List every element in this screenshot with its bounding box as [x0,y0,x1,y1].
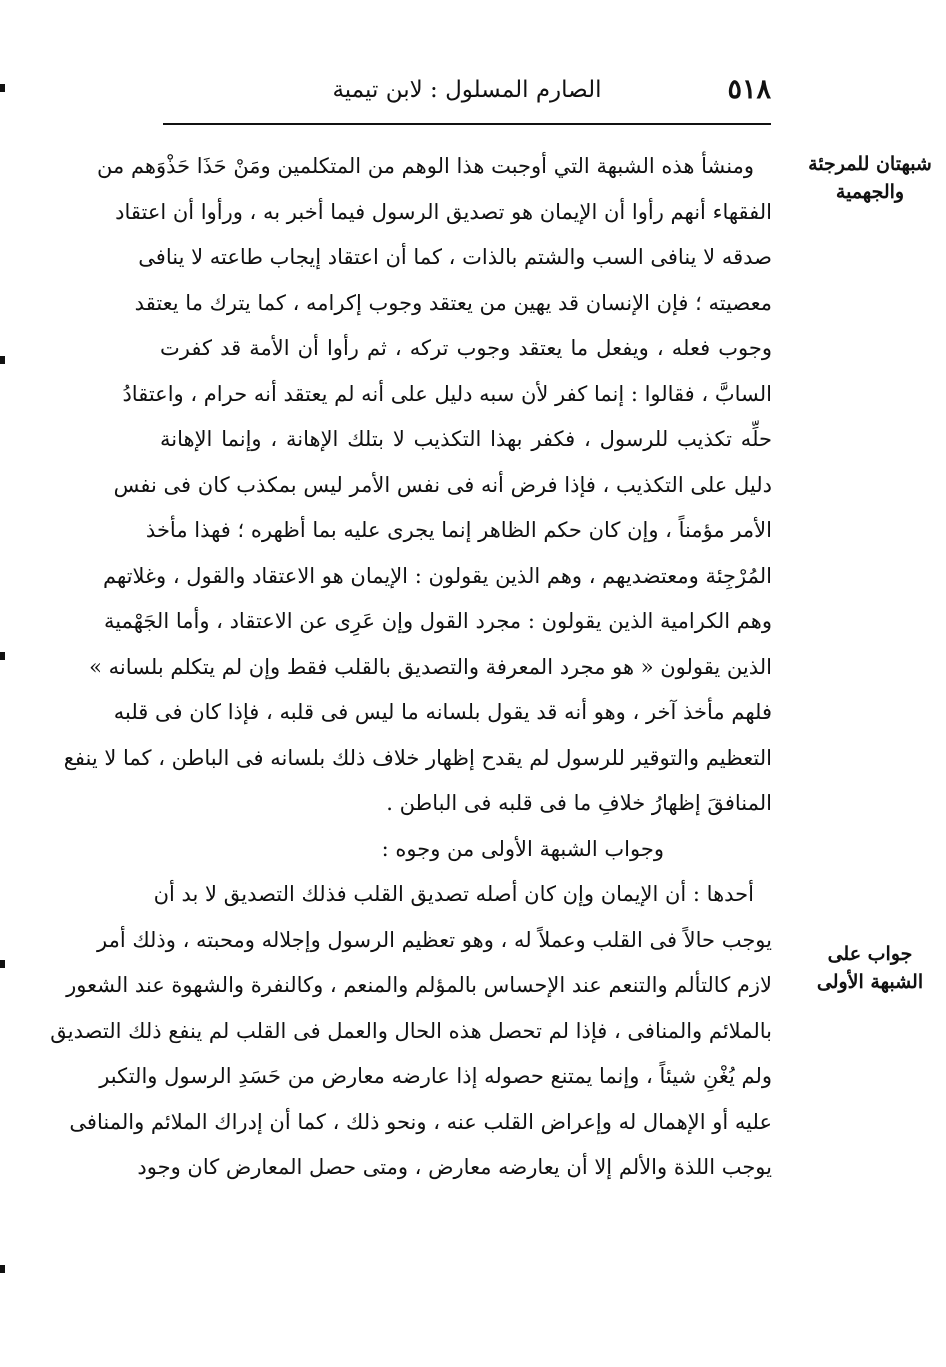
text-line: وهم الكرامية الذين يقولون : مجرد القول وإن عَرِى عن الاعتقاد ، وأما الجَهْمية [103,609,772,633]
margin-note-line: الشبهة الأولى [816,971,924,993]
margin-note-line: والجهمية [835,181,905,203]
text-line: فلهم مأخذ آخر ، وهو أنه قد يقول بلسانه ما ليس فى قلبه ، فإذا كان فى قلبه [113,700,772,724]
body-text [50,144,772,1191]
margin-note-first-reply [800,940,940,996]
text-line: لازم كالتألم والتنعم عند الإحساس بالمؤلم والمنعم ، وكالنفرة والشهوة عند الشعور [66,973,772,997]
page-header [163,70,771,120]
header-rule [163,123,771,125]
text-line: الفقهاء أنهم رأوا أن الإيمان هو تصديق الرسول فيما أخبر به ، ورأوا أن اعتقاد [115,199,772,224]
text-line: حلِّه تكذيب للرسول ، فكفر بهذا التكذيب لا بتلك الإهانة ، وإنما الإهانة [160,427,772,451]
text-line: وجوب فعله ، ويفعل ما يعتقد وجوب تركه ، ثم رأوا أن الأمة قد كفرت [160,336,772,360]
text-line: المنافقَ إظهارُ خلافِ ما فى قلبه فى الباطن . [386,791,772,815]
scan-edge-mark [0,84,5,92]
text-line: صدقه لا ينافى السب والشتم بالذات ، كما أن اعتقاد إيجاب طاعته لا ينافى [138,245,772,269]
section-heading-line: وجواب الشبهة الأولى من وجوه : [381,836,664,861]
margin-note-line: شبهتان للمرجئة [808,153,932,175]
text-line: بالملائم والمنافى ، فإذا لم تحصل هذه الحال والعمل فى القلب لم ينفع ذلك التصديق [50,1018,772,1043]
text-line: الذين يقولون « هو مجرد المعرفة والتصديق بالقلب فقط وإن لم يتكلم بلسانه » [89,654,772,679]
text-line: السابَّ ، فقالوا : إنما كفر لأن سبه دليل على أنه لم يعتقد أنه حرام ، واعتقادُ [122,381,772,406]
text-line: عليه أو الإهمال له وإعراض القلب عنه ، ونحو ذلك ، كما أن إدراك الملائم والمنافى [69,1109,772,1134]
text-line: الأمر مؤمناً ، وإن كان حكم الظاهر إنما يجرى عليه بما أظهره ؛ فهذا مأخذ [145,518,772,542]
margin-note-line: جواب على [827,943,913,965]
margin-note-murjia-jahmiyya [800,150,940,206]
text-line: يوجب اللذة والألم إلا أن يعارضه معارض ، ومتى حصل المعارض كان وجود [137,1155,772,1179]
scan-edge-mark [0,356,5,364]
text-line: ولم يُغْنِ شيئاً ، وإنما يمتنع حصوله إذا عارضه معارض من حَسَدِ الرسول والتكبر [99,1064,772,1088]
text-line: المُرْجِئة ومعتضديهم ، وهم الذين يقولون : الإيمان هو الاعتقاد والقول ، وغلاتهم [103,563,772,588]
scan-edge-mark [0,960,5,968]
text-line: ومنشأ هذه الشبهة التي أوجبت هذا الوهم من المتكلمين ومَنْ حَذَا حَذْوَهم من [97,154,754,178]
page-number: ٥١٨ [727,74,771,105]
running-title: الصارم المسلول : لابن تيمية [332,77,602,103]
text-line: التعظيم والتوقير للرسول لم يقدح إظهار خلاف ذلك بلسانه فى الباطن ، كما لا ينفع [63,745,772,770]
text-line: أحدها : أن الإيمان وإن كان أصله تصديق القلب فذلك التصديق لا بد أن [153,882,754,906]
scan-edge-mark [0,652,5,660]
text-line: دليل على التكذيب ، فإذا فرض أنه فى نفس الأمر ليس بمكذب كان فى نفس [113,472,772,497]
text-line: معصيته ؛ فإن الإنسان قد يهين من يعتقد وجوب إكرامه ، كما يترك ما يعتقد [134,290,772,315]
scan-edge-mark [0,1265,5,1273]
text-line: يوجب حالاً فى القلب وعملاً له ، وهو تعظيم الرسول وإجلاله ومحبته ، وذلك أمر [96,927,772,952]
